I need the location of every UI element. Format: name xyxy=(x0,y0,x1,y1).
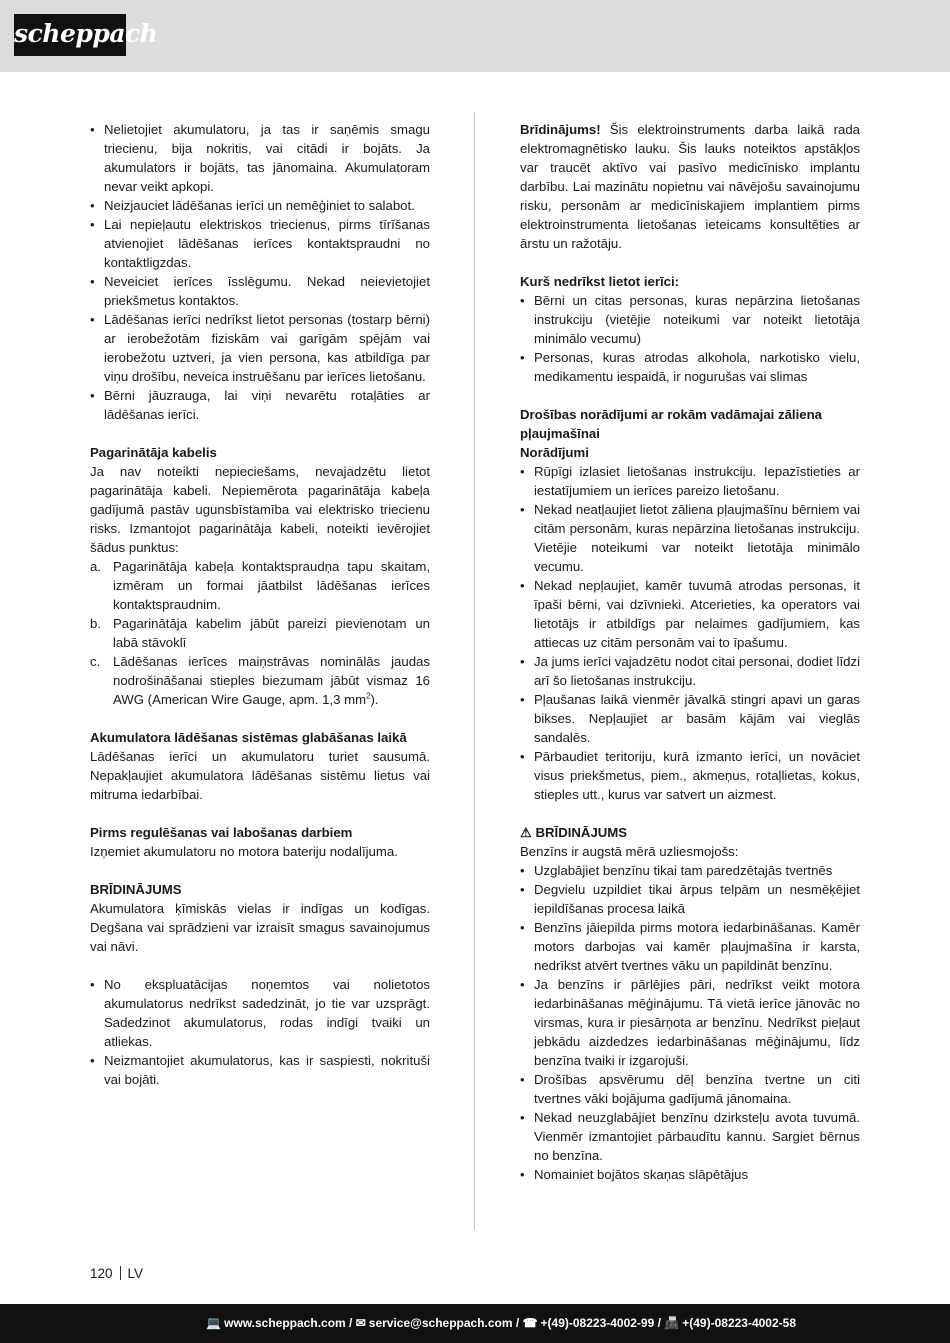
list-item: • Neizmantojiet akumulatorus, kas ir saspiesti, nokrituši vai bojāti. xyxy=(90,1051,430,1089)
storage-text: Lādēšanas ierīci un akumulatoru turiet sausumā. Nepakļaujiet akumulatora lādēšanas sistēmu lietus vai mitruma iedarbībai. xyxy=(90,749,430,802)
list-item: • No ekspluatācijas noņemtos vai nolietotos akumulatorus nedrīkst sadedzināt, jo tie var uzsprāgt. Sadedzinot akumulatorus, rodas indīgi tvaiki un atliekas. xyxy=(90,975,430,1051)
list-item: • Rūpīgi izlasiet lietošanas instrukciju. Iepazīstieties ar iestatījumiem un ierīces pareizo lietošanu. xyxy=(520,462,860,500)
list-item: • Nekad nepļaujiet, kamēr tuvumā atrodas personas, it īpaši bērni, vai dzīvnieki. Atcerieties, ka operators vai lietotājs ir atbildīgs par nelaimes gadījumiem, kas attiecas uz citām personām vai to īpašumu. xyxy=(520,576,860,652)
battery-disposal-list xyxy=(90,975,430,1089)
list-item: • Ja benzīns ir pārlējies pāri, nedrīkst veikt motora iedarbināšanas mēģinājumu. Tā vietā ierīce jānovāc no virsmas, kura ir piesārņota ar benzīnu. Nedrīkst pieļaut jebkādu aizdedzes iedarbināšanas mēģinājumu, līdz benzīna tvaiki ir izgarojuši. xyxy=(520,975,860,1070)
mower-safety-subheading: Norādījumi xyxy=(520,445,589,460)
fuel-warning-title: BRĪDINĀJUMS xyxy=(535,825,628,840)
list-item-text: Pagarinātāja kabelim jābūt pareizi pievienotam un labā stāvoklī xyxy=(113,616,430,650)
list-item xyxy=(90,652,430,709)
list-item: • Pļaušanas laikā vienmēr jāvalkā stingri apavi un garas bikses. Nepļaujiet ar basām kājām vai vieglās sandalēs. xyxy=(520,690,860,747)
mail-icon: ✉ xyxy=(355,1316,366,1330)
list-item: • Personas, kuras atrodas alkohola, narkotisko vielu, medikamentu iespaidā, ir nogurušas vai slimas xyxy=(520,348,860,386)
list-item xyxy=(90,557,430,614)
superscript: 2 xyxy=(366,691,371,701)
repair-heading: Pirms regulēšanas vai labošanas darbiem xyxy=(90,825,353,840)
warning-text: Akumulatora ķīmiskās vielas ir indīgas un kodīgas. Degšana vai sprādzieni var izraisīt smagus savainojumus vai nāvi. xyxy=(90,901,430,954)
list-item: • Degvielu uzpildiet tikai ārpus telpām un nesmēķējiet iepildīšanas procesa laikā xyxy=(520,880,860,918)
header-bar xyxy=(0,0,950,72)
page-number xyxy=(90,1265,143,1283)
list-item: • Drošības apsvērumu dēļ benzīna tvertne un citi tvertnes vāki bojājuma gadījumā jānomaina. xyxy=(520,1070,860,1108)
emf-warning-lead: Brīdinājums! xyxy=(520,122,601,137)
list-item: • Nelietojiet akumulatoru, ja tas ir saņēmis smagu triecienu, bija nokritis, vai citādi ir bojāts. Ja akumulators ir bojāts, tas jānomaina. Akumulatoram nevar veikt apkopi. xyxy=(90,120,430,196)
brand-logo: scheppach xyxy=(14,14,126,56)
page-language: LV xyxy=(127,1266,144,1281)
list-item: • Pārbaudiet teritoriju, kurā izmanto ierīci, un novāciet visus priekšmetus, piem., akmeņus, rotaļlietas, kokus, stieples utt., kurus var satvert un aizmest. xyxy=(520,747,860,804)
repair-text: Izņemiet akumulatoru no motora bateriju nodalījuma. xyxy=(90,844,398,859)
list-item: • Nekad neuzglabājiet benzīnu dzirksteļu avota tuvumā. Vienmēr izmantojiet pārbaudītu kannu. Sargiet bērnus no benzīna. xyxy=(520,1108,860,1165)
list-item-tail: ). xyxy=(370,692,379,707)
left-column xyxy=(90,120,430,1089)
list-item: • Benzīns jāiepilda pirms motora iedarbināšanas. Kamēr motors darbojas vai kamēr pļaujmašīna ir karsta, nedrīkst atvērt tvertnes vāku un papildināt benzīnu. xyxy=(520,918,860,975)
list-item: • Bērni un citas personas, kuras nepārzina lietošanas instrukciju (vietējie noteikumi var noteikt lietotāja minimālo vecumu) xyxy=(520,291,860,348)
fuel-warning-text: Benzīns ir augstā mērā uzliesmojošs: xyxy=(520,844,739,859)
extension-cable-heading: Pagarinātāja kabelis xyxy=(90,445,217,460)
column-divider xyxy=(474,112,475,1230)
fax-icon: 📠 xyxy=(664,1316,680,1330)
computer-icon: 💻 xyxy=(206,1316,222,1330)
list-marker: b. xyxy=(90,616,101,631)
list-item: • Nomainiet bojātos skaņas slāpētājus xyxy=(520,1165,860,1184)
list-item: • Neizjauciet lādēšanas ierīci un nemēģiniet to salabot. xyxy=(90,196,430,215)
extension-cable-list xyxy=(90,557,430,709)
right-column xyxy=(520,120,860,1184)
list-item: • Uzglabājiet benzīnu tikai tam paredzētajās tvertnēs xyxy=(520,861,860,880)
extension-cable-text: Ja nav noteikti nepieciešams, nevajadzētu lietot pagarinātāja kabeli. Nepiemērota pagarinātāja kabeļa gadījumā pastāv ugunsbīstamība vai elektrisko triecienu risks. Izmantojot pagarinātāja kabeli, noteikti ievērojiet šādus punktus: xyxy=(90,464,430,555)
list-marker: a. xyxy=(90,559,101,574)
emf-warning-paragraph xyxy=(520,120,860,253)
list-item-text: Pagarinātāja kabeļa kontaktspraudņa tapu skaitam, izmēram un formai jāatbilst lādēšanas ierīces kontaktspraudnim. xyxy=(113,559,430,612)
list-item: • Nekad neatļaujiet lietot zāliena pļaujmašīnu bērniem vai citām personām, kuras nepārzina lietošanas instrukciju. Vietējie noteikumi var noteikt lietotāja minimālo vecumu. xyxy=(520,500,860,576)
footer-website-link[interactable]: www.scheppach.com / xyxy=(224,1316,353,1330)
who-may-not-use-heading: Kurš nedrīkst lietot ierīci: xyxy=(520,274,680,289)
list-item: • Lādēšanas ierīci nedrīkst lietot personas (tostarp bērni) ar ierobežotām fiziskām vai garīgām spējām vai ierobežotu uztveri, ja vien persona, kas atbildīga par viņu drošību, neveica instruēšanu par ierīces lietošanu. xyxy=(90,310,430,386)
fuel-warning-heading xyxy=(520,823,860,842)
warning-triangle-icon: ⚠ xyxy=(520,825,532,840)
battery-safety-list xyxy=(90,120,430,424)
page-number-value: 120 xyxy=(90,1266,113,1281)
mower-safety-list xyxy=(520,462,860,804)
mower-safety-heading: Drošības norādījumi ar rokām vadāmajai zāliena pļaujmašīnai xyxy=(520,407,822,441)
list-item: • Bērni jāuzrauga, lai viņi nevarētu rotaļāties ar lādēšanas ierīci. xyxy=(90,386,430,424)
list-item: • Lai nepieļautu elektriskos triecienus, pirms tīrīšanas atvienojiet lādēšanas ierīces kontaktspraudni no kontaktligzdas. xyxy=(90,215,430,272)
list-item: • Neveiciet ierīces īsslēgumu. Nekad neievietojiet priekšmetus kontaktos. xyxy=(90,272,430,310)
list-item xyxy=(90,614,430,652)
emf-warning-text: Šis elektroinstruments darba laikā rada elektromagnētisko lauku. Šis lauks noteiktos apstākļos var traucēt aktīvo vai pasīvo medicīnisko implantu darbību. Lai mazinātu nopietnu vai nāvējošu savainojumu risku, personām ar medicīniskajiem implantiem pirms elektroinstrumenta lietošanas ieteicams konsultēties ar ārstu un ražotāju. xyxy=(520,122,860,251)
page-number-separator xyxy=(120,1266,121,1280)
list-marker: c. xyxy=(90,654,101,669)
phone-icon: ☎ xyxy=(522,1316,538,1330)
storage-heading: Akumulatora lādēšanas sistēmas glabāšanas laikā xyxy=(90,730,407,745)
footer-email-link[interactable]: service@scheppach.com / xyxy=(368,1316,520,1330)
who-may-not-use-list xyxy=(520,291,860,386)
list-item-text: Lādēšanas ierīces maiņstrāvas nominālās jaudas nodrošināšanai stieples biezumam jābūt vismaz 16 AWG (American Wire Gauge, apm. 1,3 mm xyxy=(113,654,430,707)
footer-bar xyxy=(0,1304,950,1343)
list-item: • Ja jums ierīci vajadzētu nodot citai personai, dodiet līdzi arī šo lietošanas instrukciju. xyxy=(520,652,860,690)
warning-heading: BRĪDINĀJUMS xyxy=(90,882,182,897)
footer-fax: +(49)-08223-4002-58 xyxy=(682,1316,796,1330)
footer-phone: +(49)-08223-4002-99 / xyxy=(540,1316,661,1330)
fuel-safety-list xyxy=(520,861,860,1184)
